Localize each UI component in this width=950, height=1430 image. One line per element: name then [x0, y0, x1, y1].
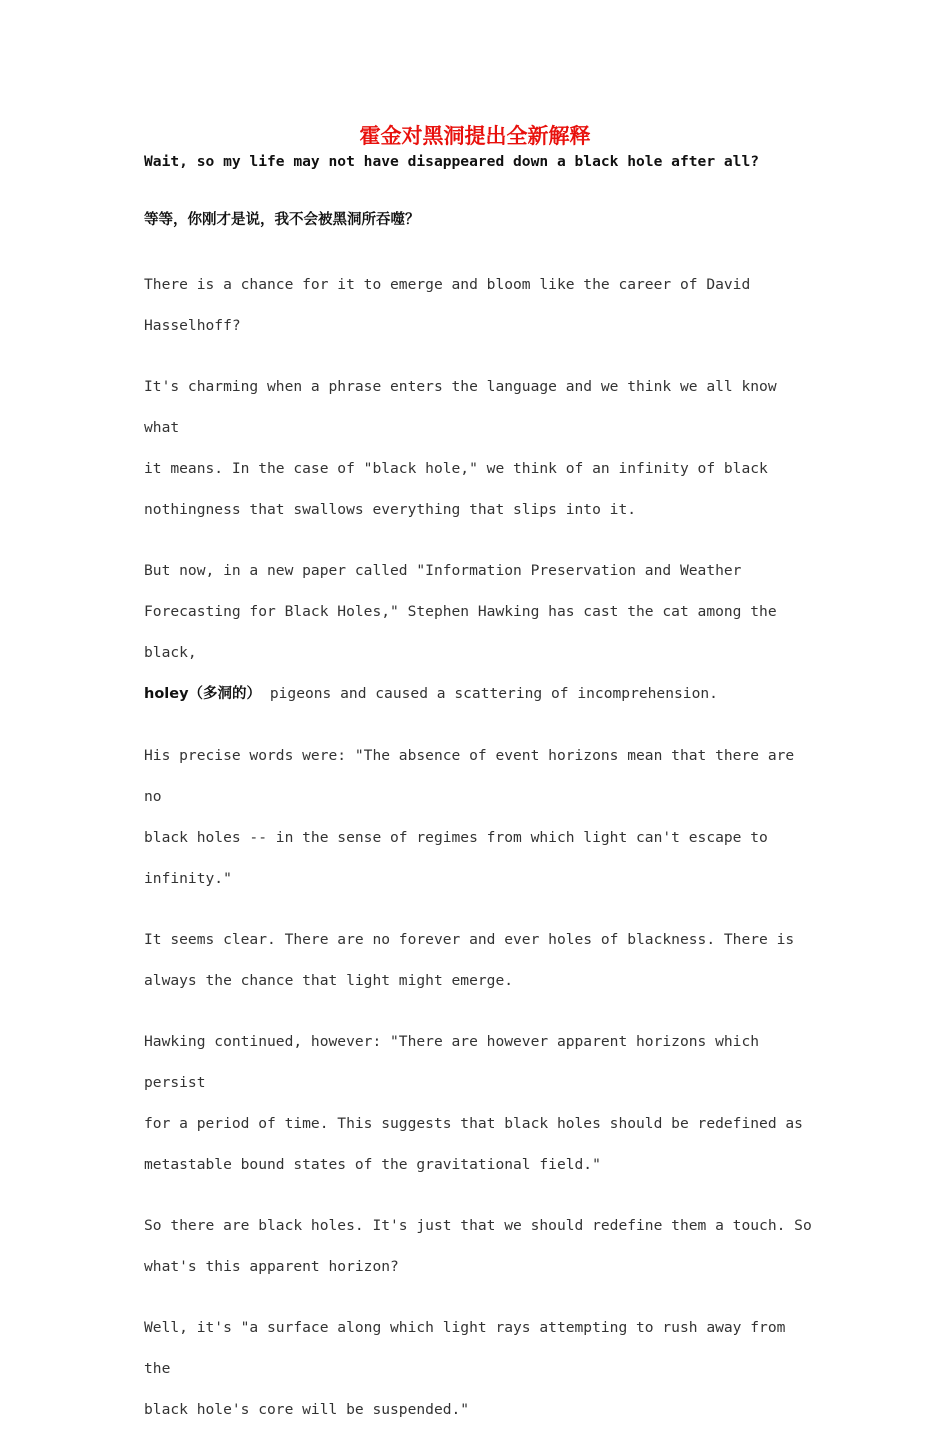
paragraph-4: His precise words were: "The absence of event horizons mean that there are no black holes -- in the sense of regimes from which light can't escape to infinity." [144, 747, 795, 887]
intro-chinese: 等等，你刚才是说，我不会被黑洞所吞噬？ [144, 212, 420, 228]
paragraph-1: There is a chance for it to emerge and bloom like the career of David Hasselhoff? [144, 276, 751, 334]
paragraph-3-after: pigeons and caused a scattering of incomprehension. [261, 685, 718, 702]
paragraph-3 [144, 550, 814, 715]
paragraph-6: Hawking continued, however: "There are however apparent horizons which persist for a period of time. This suggests that black holes should be redefined as metastable bound states of the gravitational field." [144, 1033, 803, 1173]
document-title: 霍金对黑洞提出全新解释 [359, 123, 591, 148]
paragraph-7: So there are black holes. It's just that we should redefine them a touch. So what's this apparent horizon? [144, 1217, 812, 1275]
paragraph-8: Well, it's "a surface along which light rays attempting to rush away from the black hole's core will be suspended." [144, 1319, 786, 1418]
article-body [144, 148, 814, 1430]
paragraph-5: It seems clear. There are no forever and ever holes of blackness. There is always the chance that light might emerge. [144, 931, 795, 989]
intro-english: Wait, so my life may not have disappeared down a black hole after all? [144, 153, 760, 170]
paragraph-3-highlight: holey（多洞的） [144, 686, 262, 702]
paragraph-3-before: But now, in a new paper called "Information Preservation and Weather Forecasting for Black Holes," Stephen Hawking has cast the cat among the black, [144, 562, 777, 661]
paragraph-2: It's charming when a phrase enters the language and we think we all know what it means. In the case of "black hole," we think of an infinity of black nothingness that swallows everything that slips into it. [144, 378, 777, 518]
